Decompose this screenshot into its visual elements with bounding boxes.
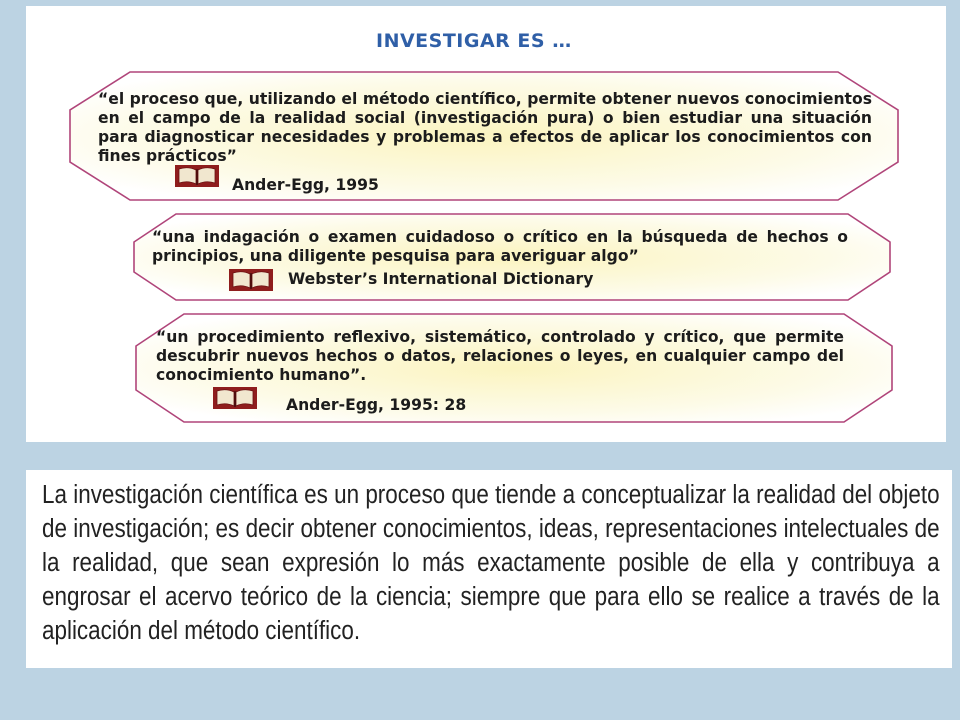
book-icon: [174, 164, 220, 188]
definition-2-source: Webster’s International Dictionary: [288, 270, 594, 288]
definition-3-quote: “un procedimiento reflexivo, sistemático, controlado y crítico, que permite descubrir nuevos hechos o datos, relaciones o leyes, en cualquier campo del conocimiento humano”.: [156, 328, 844, 384]
book-icon: [228, 268, 274, 292]
definitions-panel: [26, 6, 946, 442]
book-icon: [212, 386, 258, 410]
definition-1-quote: “el proceso que, utilizando el método científico, permite obtener nuevos conocimientos en el campo de la realidad social (investigación pura) o bien estudiar una situación para diagnosticar necesidades y problemas a efectos de aplicar los conocimientos con fines prácticos”: [98, 90, 872, 165]
conclusion-panel: [26, 470, 952, 668]
definition-1-source: Ander-Egg, 1995: [232, 176, 379, 194]
definition-2-quote: “una indagación o examen cuidadoso o crítico en la búsqueda de hechos o principios, una diligente pesquisa para averiguar algo”: [152, 228, 848, 265]
conclusion-text: La investigación científica es un proceso que tiende a conceptualizar la realidad del objeto de investigación; es decir obtener conocimientos, ideas, representaciones intelectuales de la realidad, que sean expresión lo más exactamente posible de ella y contribuya a engrosar el acervo teórico de la ciencia; siempre que para ello se realice a través de la aplicación del método científico.: [42, 481, 940, 645]
page-title: INVESTIGAR ES …: [376, 30, 572, 52]
definition-3-source: Ander-Egg, 1995: 28: [286, 396, 467, 414]
